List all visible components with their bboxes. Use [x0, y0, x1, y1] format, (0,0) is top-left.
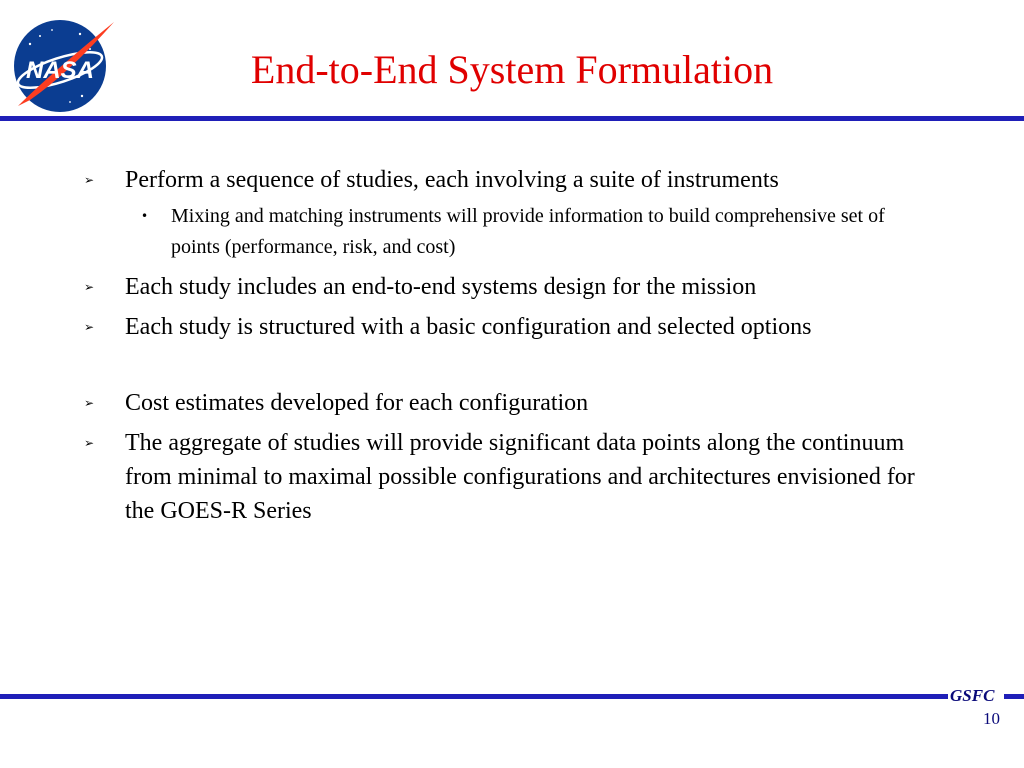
arrow-bullet-icon: ➢ — [84, 280, 95, 294]
footer-divider — [0, 694, 948, 699]
bullet-text: Perform a sequence of studies, each involving a suite of instruments — [125, 167, 779, 193]
arrow-bullet-icon: ➢ — [84, 436, 95, 450]
header-divider — [0, 116, 1024, 121]
bullet-text: The aggregate of studies will provide significant data points along the continuum from minimal to maximal possible configurations and architectures envisioned for the GOES-R Series — [125, 430, 915, 524]
logo-wordmark: NASA — [25, 57, 95, 84]
arrow-bullet-icon: ➢ — [84, 173, 95, 187]
page-title: End-to-End System Formulation — [250, 47, 774, 92]
bullet-text: Each study includes an end-to-end systems design for the mission — [125, 274, 757, 300]
page-number: 10 — [983, 709, 1000, 728]
arrow-bullet-icon: ➢ — [84, 396, 95, 410]
bullet-text: Each study is structured with a basic configuration and selected options — [125, 314, 812, 340]
footer-org: GSFC — [950, 686, 995, 705]
footer-divider-end — [1004, 694, 1024, 699]
sub-bullet-text: Mixing and matching instruments will provide information to build comprehensive set of points (performance, risk, and cost) — [171, 205, 885, 258]
dot-bullet-icon: • — [141, 209, 149, 223]
arrow-bullet-icon: ➢ — [84, 320, 95, 334]
bullet-text: Cost estimates developed for each configuration — [125, 390, 589, 416]
